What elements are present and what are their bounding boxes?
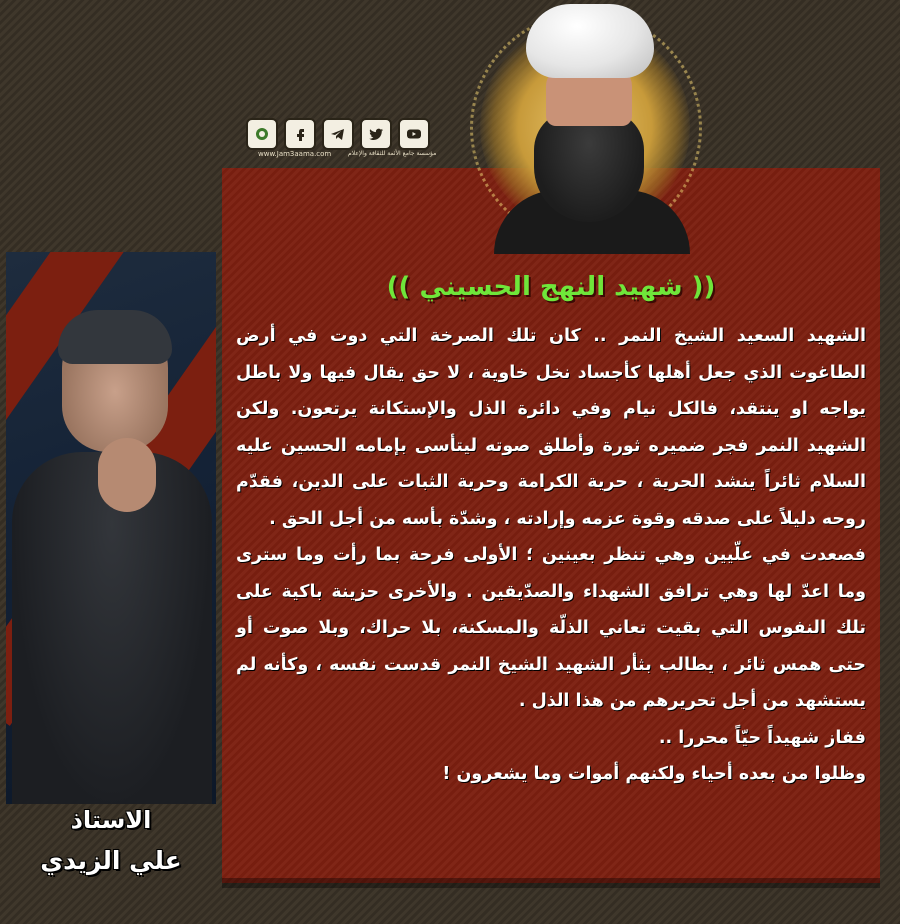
- author-hair: [58, 310, 172, 364]
- logo-icon[interactable]: [246, 118, 278, 150]
- paragraph: فصعدت في علّيين وهي تنظر بعينين ؛ الأولى فرحة بما رأت وما سترى وما اعدّ لها وهي ترافق الشهداء والصدّيقين . والأخرى حزينة باكية على تلك النفوس التي بقيت تعاني الذلّة والمسكنة، بلا حراك، وبلا صوت أو حتى همس ثائر ، يطالب بثأر الشهيد الشيخ النمر قدست نفسه ، وكأنه لم يستشهد من أجل تحريرهم من هذا الذل .: [236, 545, 866, 711]
- social-icons-bar: [246, 118, 430, 150]
- author-name: علي الزيدي: [40, 846, 182, 875]
- martyr-portrait: [468, 0, 718, 250]
- article-title: (( شهيد النهج الحسيني )): [386, 272, 716, 302]
- youtube-icon[interactable]: [398, 118, 430, 150]
- twitter-icon[interactable]: [360, 118, 392, 150]
- author-title: الاستاذ: [70, 806, 152, 834]
- paragraph: وظلوا من بعده أحياء ولكنهم أموات وما يشعرون !: [442, 764, 866, 784]
- author-hand: [98, 438, 156, 512]
- facebook-icon[interactable]: [284, 118, 316, 150]
- org-name: مؤسسة جامع الأئمة للثقافة والإعلام: [348, 150, 437, 157]
- portrait-turban: [526, 4, 654, 78]
- panel-shadow: [222, 878, 880, 888]
- article-body: [236, 318, 866, 793]
- paragraph: الشهيد السعيد الشيخ النمر .. كان تلك الصرخة التي دوت في أرض الطاغوت الذي جعل أهلها كأجساد نخل خاوية ، لا حق يقال فيها ولا باطل يواجه او ينتقد، فالكل نيام وفي دائرة الذل والإستكانة يرتعون. ولكن الشهيد النمر فجر ضميره ثورة وأطلق صوته ليتأسى بإمامه الحسين عليه السلام ثائراً ينشد الحرية ، حرية الكرامة وحرية الثبات على الدين، فقدّم روحه دليلاً على صدقه وقوة عزمه وإرادته ، وشدّة بأسه من أجل الحق .: [236, 326, 866, 529]
- paragraph: ففاز شهيداً حيّاً محررا ..: [658, 727, 866, 748]
- author-photo: [6, 252, 216, 804]
- telegram-icon[interactable]: [322, 118, 354, 150]
- portrait-beard: [534, 110, 644, 222]
- site-url[interactable]: www.Jam3aama.com: [258, 150, 332, 158]
